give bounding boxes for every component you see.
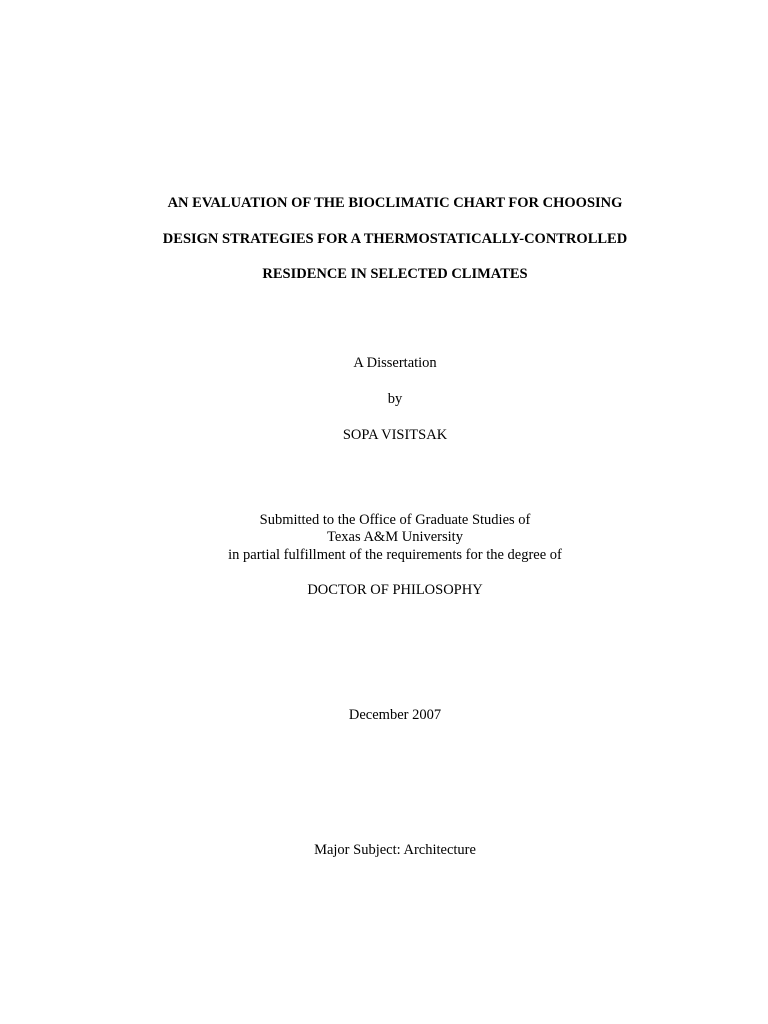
major-subject: Major Subject: Architecture: [314, 842, 476, 858]
author-name: SOPA VISITSAK: [342, 427, 448, 443]
submission-line-2: Texas A&M University: [327, 529, 463, 545]
submission-line-3: in partial fulfillment of the requirements for the degree of: [228, 547, 562, 563]
title-line-3: RESIDENCE IN SELECTED CLIMATES: [262, 266, 528, 282]
submission-date: December 2007: [348, 707, 442, 723]
submission-line-1: Submitted to the Office of Graduate Studies of: [259, 512, 531, 528]
title-line-1: AN EVALUATION OF THE BIOCLIMATIC CHART FOR CHOOSING: [167, 195, 623, 211]
by-label: by: [387, 391, 403, 407]
degree-name: DOCTOR OF PHILOSOPHY: [307, 582, 483, 598]
document-type: A Dissertation: [353, 355, 437, 371]
title-line-2: DESIGN STRATEGIES FOR A THERMOSTATICALLY-CONTROLLED: [162, 231, 628, 247]
